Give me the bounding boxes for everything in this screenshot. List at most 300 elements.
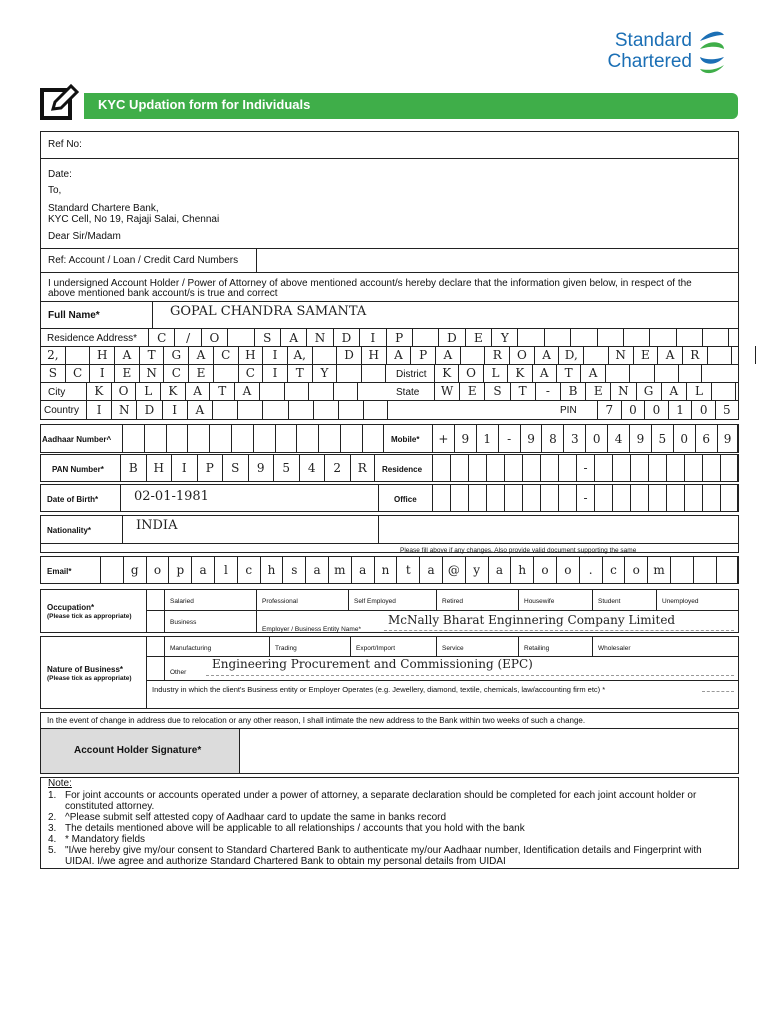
state-cell[interactable]: T <box>510 382 535 400</box>
aadhaar-cell[interactable] <box>253 424 275 453</box>
date-label: Date: <box>48 169 72 180</box>
addr1-cell[interactable]: D <box>438 329 464 347</box>
addr1-cell[interactable]: D <box>333 329 359 347</box>
resphone-cell[interactable] <box>630 454 648 482</box>
country-cell[interactable]: A <box>187 400 212 420</box>
offphone-cell[interactable] <box>432 484 450 512</box>
pan-cell[interactable]: R <box>350 454 376 482</box>
addr1-cell[interactable]: / <box>174 329 200 347</box>
bank-address: KYC Cell, No 19, Rajaji Salai, Chennai <box>48 214 220 225</box>
brand-line-1: Standard <box>614 30 692 51</box>
offphone-cell[interactable] <box>450 484 468 512</box>
addr1-cell[interactable]: O <box>201 329 227 347</box>
addr1-cell[interactable]: C <box>148 329 174 347</box>
office-phone-field[interactable] <box>432 484 738 512</box>
pan-cell[interactable]: I <box>171 454 197 482</box>
addr2-cell[interactable]: H <box>238 346 263 364</box>
brand-name <box>596 30 692 72</box>
city-label: City <box>48 387 66 398</box>
note-number-3: 3. <box>48 823 57 834</box>
pan-cell[interactable]: P <box>197 454 223 482</box>
declaration-line-1: I undersigned Account Holder / Power of Attorney of above mentioned account/s hereby declare that the information given below, in respect of the <box>48 278 692 289</box>
mobile-cell[interactable]: 4 <box>607 424 629 453</box>
city-field[interactable] <box>86 382 358 400</box>
addr3a-cell[interactable]: C <box>163 364 188 382</box>
addr2-cell[interactable]: R <box>682 346 707 364</box>
mobile-cell[interactable]: + <box>432 424 454 453</box>
district-cell[interactable]: T <box>556 364 580 382</box>
brand-line-2: Chartered <box>607 51 692 72</box>
addr2-cell[interactable]: A <box>435 346 460 364</box>
mobile-cell[interactable]: 5 <box>651 424 673 453</box>
aadhaar-field[interactable] <box>122 424 384 453</box>
country-cell[interactable] <box>363 400 388 420</box>
offphone-cell[interactable]: - <box>576 484 594 512</box>
full-name-value: GOPAL CHANDRA SAMANTA <box>170 304 367 319</box>
addr3a-cell[interactable]: N <box>139 364 164 382</box>
country-cell[interactable]: I <box>162 400 187 420</box>
occupation-option[interactable]: Professional <box>262 598 298 605</box>
mobile-cell[interactable]: 0 <box>585 424 607 453</box>
notes-title: Note: <box>48 778 72 789</box>
offphone-cell[interactable] <box>684 484 702 512</box>
note-5-line-1: "I/we hereby give my/our consent to Standard Chartered Bank to authenticate my/our Aadhaar number, Identification details and Fingerprint with <box>65 845 702 856</box>
addr1-cell[interactable]: Y <box>491 329 517 347</box>
addr2-cell[interactable]: A <box>386 346 411 364</box>
pin-cell[interactable]: 7 <box>597 400 621 420</box>
occupation-option[interactable]: Salaried <box>170 598 194 605</box>
aadhaar-cell[interactable] <box>296 424 318 453</box>
offphone-cell[interactable] <box>720 484 738 512</box>
addr1-cell[interactable] <box>544 329 570 347</box>
state-field[interactable] <box>434 382 736 400</box>
addr1-cell[interactable] <box>570 329 596 347</box>
aadhaar-cell[interactable] <box>122 424 144 453</box>
resphone-cell[interactable] <box>522 454 540 482</box>
mobile-cell[interactable]: 9 <box>520 424 542 453</box>
city-cell[interactable]: L <box>135 382 160 400</box>
addr1-cell[interactable] <box>623 329 649 347</box>
addr2-cell[interactable]: A <box>114 346 139 364</box>
addr3a-cell[interactable]: T <box>287 364 312 382</box>
form-title: KYC Updation form for Individuals <box>98 97 311 112</box>
addr1-cell[interactable] <box>649 329 675 347</box>
nationality-label: Nationality* <box>47 526 92 535</box>
resphone-cell[interactable] <box>504 454 522 482</box>
mobile-field[interactable] <box>432 424 738 453</box>
resphone-cell[interactable] <box>612 454 630 482</box>
letter-section <box>40 131 739 249</box>
country-cell[interactable]: I <box>86 400 111 420</box>
addr1-cell[interactable]: N <box>306 329 332 347</box>
addr1-cell[interactable]: I <box>359 329 385 347</box>
resphone-cell[interactable] <box>450 454 468 482</box>
district-cell[interactable] <box>605 364 629 382</box>
state-cell[interactable]: E <box>459 382 484 400</box>
district-cell[interactable]: K <box>507 364 531 382</box>
addr1-cell[interactable]: E <box>465 329 491 347</box>
state-cell[interactable]: - <box>535 382 560 400</box>
ref-no-label: Ref No: <box>48 139 82 150</box>
email-cell[interactable]: c <box>602 556 625 584</box>
employer-value: McNally Bharat Enginnering Company Limited <box>388 613 676 627</box>
offphone-cell[interactable] <box>558 484 576 512</box>
mobile-cell[interactable]: 1 <box>476 424 498 453</box>
mobile-cell[interactable]: - <box>498 424 520 453</box>
dob-label: Date of Birth* <box>47 495 99 504</box>
business-option[interactable]: Manufacturing <box>170 645 212 652</box>
aadhaar-cell[interactable] <box>231 424 253 453</box>
country-cell[interactable] <box>212 400 237 420</box>
pin-label: PIN <box>560 405 577 416</box>
email-cell[interactable]: a <box>305 556 328 584</box>
district-label: District <box>396 369 427 380</box>
country-cell[interactable] <box>313 400 338 420</box>
district-cell[interactable]: O <box>458 364 482 382</box>
email-cell[interactable]: y <box>465 556 488 584</box>
aadhaar-cell[interactable] <box>144 424 166 453</box>
addr2-cell[interactable] <box>707 346 732 364</box>
email-cell[interactable]: o <box>624 556 647 584</box>
pan-cell[interactable]: 2 <box>324 454 350 482</box>
addr3a-cell[interactable] <box>213 364 238 382</box>
pin-cell[interactable]: 1 <box>668 400 692 420</box>
country-field[interactable] <box>86 400 388 420</box>
business-option[interactable]: Trading <box>275 645 297 652</box>
business-option[interactable]: Service <box>442 645 464 652</box>
nature-business-label: Nature of Business* <box>47 665 124 674</box>
occupation-option[interactable]: Unemployed <box>662 598 699 605</box>
pan-label: PAN Number* <box>52 465 104 474</box>
email-field[interactable] <box>100 556 738 584</box>
email-cell[interactable] <box>100 556 123 584</box>
addr1-cell[interactable] <box>676 329 702 347</box>
addr2-cell[interactable]: D <box>336 346 361 364</box>
aadhaar-cell[interactable] <box>362 424 384 453</box>
city-cell[interactable]: T <box>209 382 234 400</box>
to-label: To, <box>48 185 62 196</box>
addr2-cell[interactable]: A <box>188 346 213 364</box>
email-cell[interactable]: o <box>556 556 579 584</box>
city-cell[interactable]: O <box>111 382 136 400</box>
offphone-cell[interactable] <box>468 484 486 512</box>
addr1-cell[interactable]: P <box>386 329 412 347</box>
district-field[interactable] <box>434 364 702 382</box>
offphone-cell[interactable] <box>666 484 684 512</box>
mobile-cell[interactable]: 8 <box>541 424 563 453</box>
country-cell[interactable] <box>262 400 287 420</box>
district-cell[interactable]: A <box>532 364 556 382</box>
occupation-option[interactable]: Student <box>598 598 621 605</box>
addr3a-cell[interactable]: E <box>114 364 139 382</box>
addr2-cell[interactable]: I <box>262 346 287 364</box>
district-cell[interactable]: L <box>483 364 507 382</box>
city-cell[interactable]: A <box>234 382 259 400</box>
email-cell[interactable]: a <box>351 556 374 584</box>
email-cell[interactable] <box>716 556 739 584</box>
state-cell[interactable]: E <box>585 382 610 400</box>
resphone-cell[interactable] <box>666 454 684 482</box>
addr3a-cell[interactable]: Y <box>312 364 337 382</box>
state-cell[interactable]: S <box>484 382 509 400</box>
addr2-cell[interactable]: T <box>139 346 164 364</box>
ref-accounts-label: Ref: Account / Loan / Credit Card Numbers <box>48 255 239 266</box>
email-cell[interactable]: a <box>488 556 511 584</box>
dob-value: 02-01-1981 <box>134 489 209 504</box>
residence-phone-label: Residence <box>382 465 423 474</box>
state-cell[interactable]: L <box>686 382 711 400</box>
addr1-cell[interactable]: A <box>280 329 306 347</box>
pan-cell[interactable]: H <box>146 454 172 482</box>
resphone-cell[interactable] <box>468 454 486 482</box>
aadhaar-label: Aadhaar Number^ <box>42 435 112 444</box>
email-cell[interactable]: m <box>647 556 670 584</box>
address-row-1[interactable] <box>148 329 729 347</box>
addr2-cell[interactable]: A, <box>287 346 312 364</box>
offphone-cell[interactable] <box>504 484 522 512</box>
state-cell[interactable]: B <box>560 382 585 400</box>
email-cell[interactable]: o <box>533 556 556 584</box>
pin-field[interactable] <box>597 400 739 420</box>
aadhaar-cell[interactable] <box>187 424 209 453</box>
addr2-cell[interactable] <box>312 346 337 364</box>
residence-address-label: Residence Address* <box>47 333 138 344</box>
offphone-cell[interactable] <box>612 484 630 512</box>
addr2-cell[interactable]: D, <box>558 346 583 364</box>
addr1-cell[interactable] <box>517 329 543 347</box>
state-cell[interactable]: A <box>661 382 686 400</box>
pin-cell[interactable]: 0 <box>644 400 668 420</box>
offphone-cell[interactable] <box>486 484 504 512</box>
addr3a-cell[interactable]: C <box>238 364 263 382</box>
business-option[interactable]: Export/Import <box>356 645 396 652</box>
country-cell[interactable] <box>338 400 363 420</box>
pin-cell[interactable]: 0 <box>621 400 645 420</box>
country-cell[interactable] <box>288 400 313 420</box>
state-cell[interactable]: N <box>610 382 635 400</box>
email-cell[interactable]: . <box>579 556 602 584</box>
occupation-option[interactable]: Self Employed <box>354 598 396 605</box>
note-1-line-1: For joint accounts or accounts operated under a power of attorney, a separate declaration should be completed for each joint account holder or <box>65 790 697 801</box>
email-cell[interactable]: a <box>419 556 442 584</box>
email-cell[interactable]: m <box>328 556 351 584</box>
addr2-cell[interactable]: H <box>361 346 386 364</box>
district-cell[interactable]: K <box>434 364 458 382</box>
mobile-cell[interactable]: 0 <box>673 424 695 453</box>
city-cell[interactable] <box>284 382 309 400</box>
signature-label: Account Holder Signature* <box>74 745 202 756</box>
other-business-value: Engineering Procurement and Commissioning (EPC) <box>212 657 533 671</box>
resphone-cell[interactable] <box>648 454 666 482</box>
email-cell[interactable]: o <box>146 556 169 584</box>
country-cell[interactable]: D <box>136 400 161 420</box>
offphone-cell[interactable] <box>630 484 648 512</box>
addr2-cell[interactable]: O <box>509 346 534 364</box>
occupation-label: Occupation* <box>47 603 95 612</box>
addr3a-cell[interactable]: E <box>188 364 213 382</box>
note-3: The details mentioned above will be applicable to all relationships / accounts that you hold with the bank <box>65 823 525 834</box>
industry-label: Industry in which the client's Business entity or Employer Operates (e.g. Jewellery, diamond, textile, chemicals, law/accounting firm etc) * <box>152 685 606 694</box>
country-cell[interactable]: N <box>111 400 136 420</box>
employer-label: Employer / Business Entity Name* <box>262 626 361 633</box>
aadhaar-cell[interactable] <box>209 424 231 453</box>
office-phone-label: Office <box>394 495 417 504</box>
salutation: Dear Sir/Madam <box>48 231 121 242</box>
addr2-cell[interactable] <box>460 346 485 364</box>
pin-cell[interactable]: 5 <box>715 400 739 420</box>
address-row-2[interactable] <box>40 346 756 364</box>
resphone-cell[interactable] <box>684 454 702 482</box>
addr3a-cell[interactable]: S <box>40 364 65 382</box>
addr1-cell[interactable] <box>412 329 438 347</box>
city-cell[interactable] <box>333 382 358 400</box>
email-cell[interactable]: h <box>510 556 533 584</box>
address-row-3[interactable] <box>40 364 386 382</box>
mobile-cell[interactable]: 9 <box>717 424 739 453</box>
addr2-cell[interactable] <box>731 346 756 364</box>
full-name-row[interactable] <box>40 301 739 329</box>
addr2-cell[interactable]: H <box>89 346 114 364</box>
email-cell[interactable]: c <box>237 556 260 584</box>
offphone-cell[interactable] <box>702 484 720 512</box>
email-cell[interactable]: g <box>123 556 146 584</box>
pan-field[interactable] <box>120 454 375 482</box>
pan-cell[interactable]: 9 <box>248 454 274 482</box>
addr3a-cell[interactable]: C <box>65 364 90 382</box>
mobile-cell[interactable]: 9 <box>454 424 476 453</box>
occupation-tick-note: (Please tick as appropriate) <box>47 613 132 620</box>
district-cell[interactable] <box>678 364 702 382</box>
note-2: ^Please submit self attested copy of Aadhaar card to update the same in banks record <box>65 812 447 823</box>
addr2-cell[interactable]: 2, <box>40 346 65 364</box>
addr1-cell[interactable] <box>702 329 728 347</box>
note-5-line-2: UIDAI. I/we agree and authorize Standard Chartered Bank to obtain my personal details from UIDAI <box>65 856 506 867</box>
state-label: State <box>396 387 420 398</box>
other-business-label: Other <box>170 669 187 676</box>
city-cell[interactable]: K <box>86 382 111 400</box>
mobile-cell[interactable]: 3 <box>563 424 585 453</box>
state-cell[interactable] <box>711 382 736 400</box>
district-cell[interactable] <box>654 364 678 382</box>
addr1-cell[interactable] <box>227 329 253 347</box>
addr3a-cell[interactable]: I <box>89 364 114 382</box>
state-cell[interactable]: G <box>636 382 661 400</box>
note-4: * Mandatory fields <box>65 834 146 845</box>
district-cell[interactable] <box>629 364 653 382</box>
addr2-cell[interactable]: R <box>484 346 509 364</box>
nature-business-tick-note: (Please tick as appropriate) <box>47 675 132 682</box>
aadhaar-cell[interactable] <box>340 424 362 453</box>
aadhaar-cell[interactable] <box>166 424 188 453</box>
email-cell[interactable] <box>670 556 693 584</box>
mobile-label: Mobile* <box>391 435 420 444</box>
state-cell[interactable]: W <box>434 382 459 400</box>
mobile-cell[interactable]: 9 <box>629 424 651 453</box>
offphone-cell[interactable] <box>594 484 612 512</box>
declaration-line-2: above mentioned bank account/s is true and correct <box>48 288 278 299</box>
addr2-cell[interactable]: A <box>657 346 682 364</box>
district-cell[interactable]: A <box>580 364 604 382</box>
nationality-value: INDIA <box>136 518 178 533</box>
occupation-option[interactable]: Housewife <box>524 598 555 605</box>
resphone-cell[interactable] <box>594 454 612 482</box>
pan-cell[interactable]: B <box>120 454 146 482</box>
phone-change-note: Please fill above if any changes. Also provide valid document supporting the same <box>400 547 637 554</box>
signature-field[interactable] <box>240 729 738 773</box>
resphone-cell[interactable] <box>540 454 558 482</box>
addr2-cell[interactable] <box>65 346 90 364</box>
resphone-cell[interactable] <box>486 454 504 482</box>
offphone-cell[interactable] <box>648 484 666 512</box>
city-cell[interactable] <box>259 382 284 400</box>
addr2-cell[interactable]: P <box>410 346 435 364</box>
email-cell[interactable]: a <box>191 556 214 584</box>
note-1-line-2: constituted attorney. <box>65 801 155 812</box>
standard-chartered-logo-icon <box>694 27 730 77</box>
resphone-cell[interactable] <box>432 454 450 482</box>
email-cell[interactable]: l <box>214 556 237 584</box>
addr3a-cell[interactable] <box>361 364 386 382</box>
addr3a-cell[interactable] <box>336 364 361 382</box>
business-option[interactable]: Retailing <box>524 645 550 652</box>
pan-cell[interactable]: 4 <box>299 454 325 482</box>
pan-cell[interactable]: S <box>222 454 248 482</box>
note-number-4: 4. <box>48 834 57 845</box>
residence-phone-field[interactable] <box>432 454 738 482</box>
addr2-cell[interactable]: G <box>163 346 188 364</box>
city-cell[interactable]: A <box>185 382 210 400</box>
pan-cell[interactable]: 5 <box>273 454 299 482</box>
full-name-label: Full Name* <box>48 310 100 321</box>
addr2-cell[interactable] <box>583 346 608 364</box>
email-cell[interactable] <box>693 556 716 584</box>
occupation-option[interactable]: Retired <box>442 598 463 605</box>
mobile-cell[interactable]: 6 <box>695 424 717 453</box>
email-cell[interactable]: t <box>396 556 419 584</box>
resphone-cell[interactable] <box>702 454 720 482</box>
city-cell[interactable]: K <box>160 382 185 400</box>
country-cell[interactable] <box>237 400 262 420</box>
email-cell[interactable]: s <box>282 556 305 584</box>
addr2-cell[interactable]: N <box>608 346 633 364</box>
pin-cell[interactable]: 0 <box>691 400 715 420</box>
addr2-cell[interactable]: E <box>633 346 658 364</box>
addr1-cell[interactable] <box>597 329 623 347</box>
offphone-cell[interactable] <box>540 484 558 512</box>
email-cell[interactable]: @ <box>442 556 465 584</box>
city-cell[interactable] <box>308 382 333 400</box>
occupation-business[interactable]: Business <box>170 619 197 626</box>
addr1-cell[interactable]: S <box>254 329 280 347</box>
address-change-text: In the event of change in address due to relocation or any other reason, I shall intimate the new address to the Bank within two weeks of such a change. <box>47 716 586 725</box>
business-option[interactable]: Wholesaler <box>598 645 631 652</box>
resphone-cell[interactable] <box>558 454 576 482</box>
email-cell[interactable]: p <box>168 556 191 584</box>
email-cell[interactable]: h <box>260 556 283 584</box>
offphone-cell[interactable] <box>522 484 540 512</box>
addr2-cell[interactable]: C <box>213 346 238 364</box>
addr2-cell[interactable]: A <box>534 346 559 364</box>
country-label: Country <box>44 405 80 416</box>
note-number-1: 1. <box>48 790 57 801</box>
resphone-cell[interactable]: - <box>576 454 594 482</box>
aadhaar-cell[interactable] <box>318 424 340 453</box>
resphone-cell[interactable] <box>720 454 738 482</box>
email-cell[interactable]: n <box>374 556 397 584</box>
aadhaar-cell[interactable] <box>275 424 297 453</box>
addr3a-cell[interactable]: I <box>262 364 287 382</box>
bank-name: Standard Chartere Bank, <box>48 203 159 214</box>
